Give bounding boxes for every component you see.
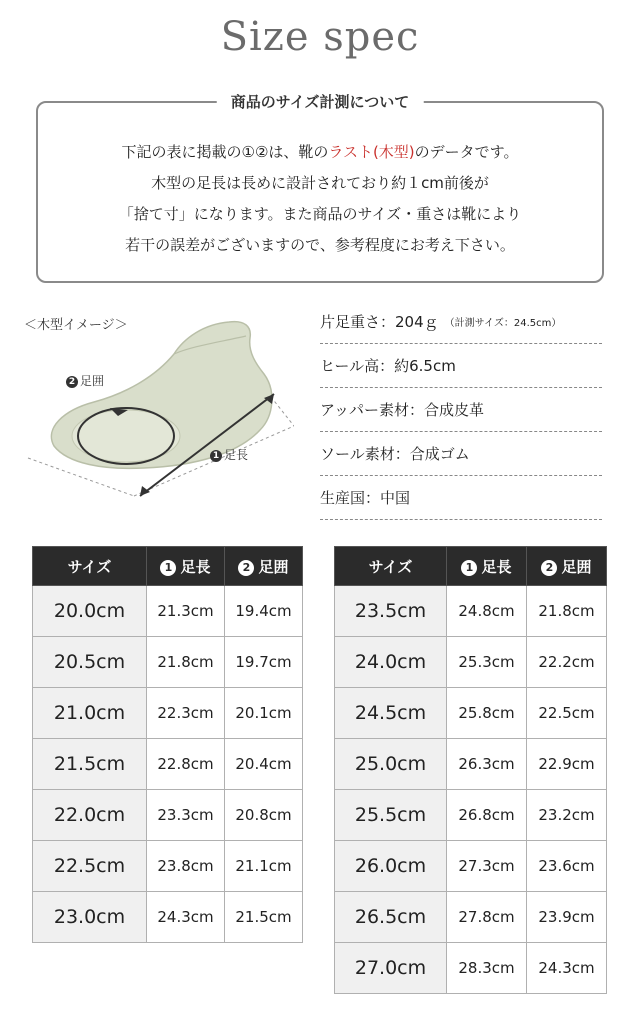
table-row xyxy=(335,841,607,892)
header-length-text: 足長 xyxy=(180,557,211,576)
girth-cell: 20.1cm xyxy=(225,688,303,739)
table-row xyxy=(335,739,607,790)
length-cell: 25.3cm xyxy=(447,637,527,688)
header-girth-text: 足囲 xyxy=(258,557,289,576)
spec-row-upper xyxy=(320,388,602,432)
girth-number-badge: 2 xyxy=(541,560,557,576)
table-row xyxy=(33,841,303,892)
length-cell: 22.3cm xyxy=(147,688,225,739)
girth-cell: 22.9cm xyxy=(527,739,607,790)
spec-weight: 片足重さ：204ｇ xyxy=(320,313,439,331)
header-girth xyxy=(225,547,303,586)
spec-sole-material: ソール素材：合成ゴム xyxy=(320,445,470,463)
girth-cell: 21.5cm xyxy=(225,892,303,943)
size-cell: 20.5cm xyxy=(33,637,147,688)
length-cell: 25.8cm xyxy=(447,688,527,739)
size-cell: 21.5cm xyxy=(33,739,147,790)
length-cell: 21.8cm xyxy=(147,637,225,688)
table-row xyxy=(335,586,607,637)
girth-number-badge: 2 xyxy=(238,560,254,576)
girth-number-badge: 2 xyxy=(66,376,78,388)
size-cell: 25.5cm xyxy=(335,790,447,841)
girth-cell: 23.9cm xyxy=(527,892,607,943)
size-cell: 27.0cm xyxy=(335,943,447,994)
size-cell: 22.5cm xyxy=(33,841,147,892)
notice-body xyxy=(38,137,602,261)
size-cell: 26.0cm xyxy=(335,841,447,892)
girth-cell: 23.6cm xyxy=(527,841,607,892)
girth-cell: 22.2cm xyxy=(527,637,607,688)
table-header-row xyxy=(335,547,607,586)
girth-cell: 20.4cm xyxy=(225,739,303,790)
last-image-caption: ＜木型イメージ＞ xyxy=(24,318,128,333)
notice-line-1-pre: 下記の表に掲載の①②は、靴の xyxy=(121,143,329,161)
spec-weight-note: （計測サイズ：24.5cm） xyxy=(444,318,562,329)
spec-row-weight xyxy=(320,300,602,344)
table-row xyxy=(335,790,607,841)
header-girth-text: 足囲 xyxy=(561,557,592,576)
girth-label-text: 足囲 xyxy=(80,374,105,388)
length-number-badge: 1 xyxy=(160,560,176,576)
size-cell: 25.0cm xyxy=(335,739,447,790)
table-row xyxy=(33,892,303,943)
notice-line-1 xyxy=(38,137,602,168)
length-label xyxy=(210,446,248,463)
length-cell: 27.8cm xyxy=(447,892,527,943)
table-row xyxy=(33,586,303,637)
size-cell: 24.5cm xyxy=(335,688,447,739)
length-label-text: 足長 xyxy=(224,448,249,462)
table-row xyxy=(335,688,607,739)
length-cell: 28.3cm xyxy=(447,943,527,994)
size-cell: 22.0cm xyxy=(33,790,147,841)
notice-title: 商品のサイズ計測について xyxy=(217,91,424,112)
notice-line-2: 木型の足長は長めに設計されており約１cm前後が xyxy=(151,174,489,192)
header-length-text: 足長 xyxy=(481,557,512,576)
girth-label xyxy=(66,372,104,389)
notice-line-3: 「捨て寸」になります。また商品のサイズ・重さは靴により xyxy=(118,205,522,223)
spec-heel-height: ヒール高：約6.5cm xyxy=(320,357,456,375)
length-number-badge: 1 xyxy=(461,560,477,576)
size-cell: 21.0cm xyxy=(33,688,147,739)
size-cell: 20.0cm xyxy=(33,586,147,637)
size-cell: 23.0cm xyxy=(33,892,147,943)
header-size: サイズ xyxy=(33,547,147,586)
header-length xyxy=(447,547,527,586)
notice-box xyxy=(36,93,604,283)
girth-cell: 20.8cm xyxy=(225,790,303,841)
header-length xyxy=(147,547,225,586)
table-row xyxy=(33,688,303,739)
size-cell: 24.0cm xyxy=(335,637,447,688)
girth-cell: 19.7cm xyxy=(225,637,303,688)
spec-list xyxy=(320,300,602,520)
table-row xyxy=(33,790,303,841)
girth-cell: 19.4cm xyxy=(225,586,303,637)
length-cell: 26.3cm xyxy=(447,739,527,790)
table-row xyxy=(33,739,303,790)
spec-row-heel xyxy=(320,344,602,388)
girth-cell: 24.3cm xyxy=(527,943,607,994)
table-row xyxy=(335,892,607,943)
spec-row-sole xyxy=(320,432,602,476)
size-table-left xyxy=(32,546,303,943)
header-girth xyxy=(527,547,607,586)
length-cell: 21.3cm xyxy=(147,586,225,637)
size-cell: 26.5cm xyxy=(335,892,447,943)
length-cell: 23.3cm xyxy=(147,790,225,841)
length-cell: 22.8cm xyxy=(147,739,225,790)
table-row xyxy=(33,637,303,688)
length-cell: 24.3cm xyxy=(147,892,225,943)
girth-cell: 21.1cm xyxy=(225,841,303,892)
page-title: Size spec xyxy=(220,14,420,60)
header-size: サイズ xyxy=(335,547,447,586)
table-row xyxy=(335,637,607,688)
spec-upper-material: アッパー素材：合成皮革 xyxy=(320,401,484,419)
girth-cell: 22.5cm xyxy=(527,688,607,739)
table-header-row xyxy=(33,547,303,586)
shoe-last-illustration xyxy=(24,318,294,508)
girth-cell: 23.2cm xyxy=(527,790,607,841)
length-cell: 23.8cm xyxy=(147,841,225,892)
notice-line-4: 若干の誤差がございますので、参考程度にお考え下さい。 xyxy=(125,236,515,254)
length-cell: 27.3cm xyxy=(447,841,527,892)
notice-line-1-highlight: ラスト(木型) xyxy=(328,143,415,161)
length-number-badge: 1 xyxy=(210,450,222,462)
notice-line-1-post: のデータです。 xyxy=(414,143,519,161)
length-cell: 26.8cm xyxy=(447,790,527,841)
spec-country: 生産国：中国 xyxy=(320,489,411,507)
table-row xyxy=(335,943,607,994)
spec-row-origin xyxy=(320,476,602,520)
size-table-right xyxy=(334,546,607,994)
girth-cell: 21.8cm xyxy=(527,586,607,637)
length-cell: 24.8cm xyxy=(447,586,527,637)
size-cell: 23.5cm xyxy=(335,586,447,637)
